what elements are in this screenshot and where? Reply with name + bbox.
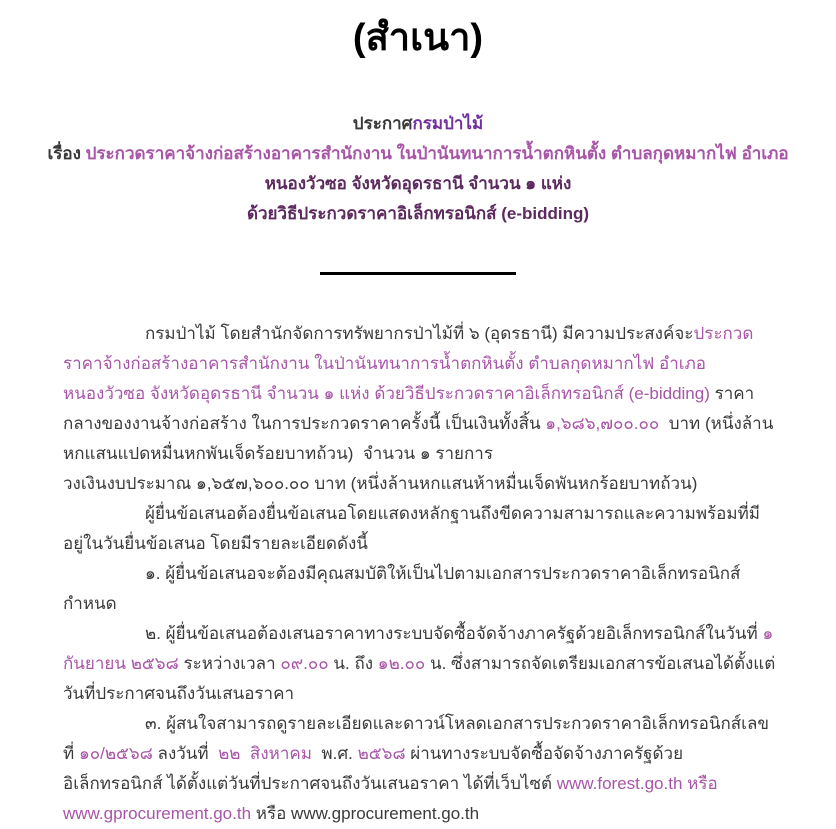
announcement-header [0, 109, 836, 229]
text-segment: บาท (หนึ่งล้านหกแสนแปดหมื่นหกพันเจ็ดร้อยบาทถ้วน) จำนวน ๑ รายการ [63, 414, 774, 463]
text-segment: ผ่านทางระบบจัดซื้อจัดจ้างภาครัฐด้วยอิเล็กทรอนิกส์ ได้ตั้งแต่วันที่ประกาศจนถึงวันเสนอราคา ได้ที่เว็บไซต์ [63, 744, 684, 793]
text-segment: ๑. ผู้ยื่นข้อเสนอจะต้องมีคุณสมบัติให้เป็นไปตามเอกสารประกวดราคาอิเล็กทรอนิกส์กำหนด [63, 564, 741, 613]
text-segment: ๓. ผู้สนใจสามารถดูรายละเอียดและดาวน์โหลดเอกสารประกวดราคาอิเล็กทรอนิกส์เลขที่ [63, 714, 769, 763]
paragraph-item-3 [63, 709, 778, 829]
text-segment: พ.ศ. [311, 744, 358, 763]
text-segment: น. ถึง [328, 654, 378, 673]
text-segment: ระหว่างเวลา [178, 654, 281, 673]
bid-start-time: ๐๙.๐๐ [280, 654, 329, 673]
subject-line-1 [0, 139, 836, 169]
forest-website-link[interactable]: www.forest.go.th [556, 774, 683, 793]
gprocurement-website-link[interactable]: www.gprocurement.go.th [63, 804, 252, 823]
bid-end-time: ๑๒.๐๐ [377, 654, 426, 673]
gprocurement-website-plain: หรือ www.gprocurement.go.th [251, 804, 480, 823]
text-segment: กรมป่าไม้ โดยสำนักจัดการทรัพยากรป่าไม้ที่ ๖ (อุดรธานี) มีความประสงค์จะ [145, 324, 694, 343]
subject-text: ประกวดราคาจ้างก่อสร้างอาคารสำนักงาน ในป่านันทนาการน้ำตกหินตั้ง ตำบลกุดหมากไฟ อำเภอ [85, 144, 789, 163]
announcement-title [0, 109, 836, 139]
text-segment: ลงวันที่ [152, 744, 219, 763]
announcement-word: ประกาศ [352, 114, 413, 133]
subject-text-continued: หนองวัวซอ จังหวัดอุดรธานี จำนวน ๑ แห่ง [264, 174, 572, 193]
text-segment: น. ซึ่งสามารถจัดเตรียมเอกสารข้อเสนอได้ตั้งแต่วันที่ประกาศจนถึงวันเสนอราคา [63, 654, 776, 703]
copy-label: (สำเนา) [352, 17, 484, 59]
total-amount: ๑,๖๘๖,๗๐๐.๐๐ [545, 414, 660, 433]
document-body [63, 319, 778, 829]
divider-line [320, 272, 516, 275]
paragraph-intro [63, 319, 778, 469]
subject-label: เรื่อง [47, 144, 86, 163]
text-segment: ประกวดราคาจ้างก่อสร้างอาคารสำนักงาน ในป่านันทนาการน้ำตกหินตั้ง ตำบลกุดหมากไฟ อำเภอหนองวัวซอ จังหวัดอุดรธานี จำนวน ๑ แห่ง ด้วยวิธีประกวดราคาอิเล็กทรอนิกส์ (e-bidding) [63, 324, 754, 403]
text-segment: ผู้ยื่นข้อเสนอต้องยื่นข้อเสนอโดยแสดงหลักฐานถึงขีดความสามารถและความพร้อมที่มีอยู่ในวันยื่นข้อเสนอ โดยมีรายละเอียดดังนี้ [63, 504, 761, 553]
method-text: ด้วยวิธีประกวดราคาอิเล็กทรอนิกส์ (e-bidding) [246, 204, 590, 223]
text-segment: หรือ [682, 774, 723, 793]
paragraph-requirements [63, 499, 778, 559]
announce-year: ๒๕๖๘ [357, 744, 406, 763]
paragraph-item-1 [63, 559, 778, 619]
paragraph-budget [63, 469, 778, 499]
department-name: กรมป่าไม้ [412, 114, 484, 133]
bid-date: ๑ กันยายน ๒๕๖๘ [63, 624, 778, 673]
text-segment: ราคากลางของงานจ้างก่อสร้าง ในการประกวดราคาครั้งนี้ เป็นเงินทั้งสิ้น [63, 384, 755, 433]
subject-line-2 [0, 169, 836, 199]
document-number: ๑๐/๒๕๖๘ [78, 744, 153, 763]
announce-date: ๒๒ สิงหาคม [218, 744, 312, 763]
budget-amount: วงเงินงบประมาณ ๑,๖๕๗,๖๐๐.๐๐ บาท (หนึ่งล้านหกแสนห้าหมื่นเจ็ดพันหกร้อยบาทถ้วน) [63, 474, 698, 493]
method-line [0, 199, 836, 229]
text-segment: ๒. ผู้ยื่นข้อเสนอต้องเสนอราคาทางระบบจัดซื้อจัดจ้างภาครัฐด้วยอิเล็กทรอนิกส์ในวันที่ [145, 624, 763, 643]
paragraph-item-2 [63, 619, 778, 709]
